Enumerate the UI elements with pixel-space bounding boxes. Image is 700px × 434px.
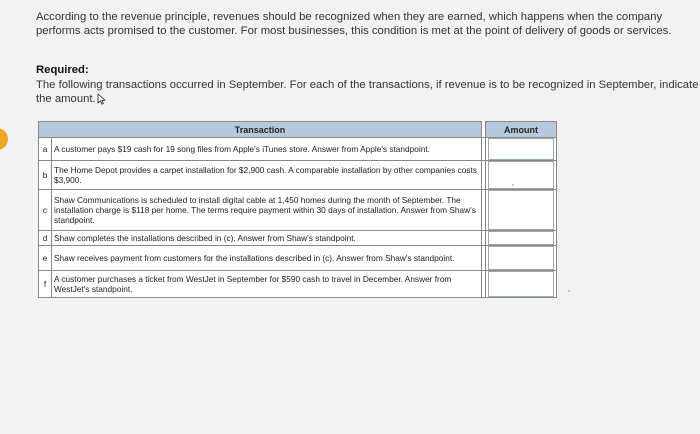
row-letter: d	[39, 231, 52, 246]
row-letter: e	[39, 246, 52, 271]
table-header-row	[39, 122, 557, 138]
table-row	[39, 271, 557, 298]
required-instructions	[36, 78, 700, 106]
required-line-1: The following transactions occurred in September. For each of the transactions, if revenue is to be recognized in September, indicate	[36, 79, 699, 91]
mouse-pointer-icon	[97, 93, 106, 105]
table-row	[39, 231, 557, 246]
required-label: Required:	[36, 64, 89, 76]
amount-input-c[interactable]	[488, 190, 554, 230]
amount-cell	[486, 190, 557, 231]
intro-paragraph: According to the revenue principle, revenues should be recognized when they are earned, which happens when the company performs acts promised to the customer. For most businesses, this condition is met at the point of delivery of goods or services.	[36, 11, 672, 37]
amount-cell	[486, 138, 557, 161]
amount-input-d[interactable]	[488, 231, 554, 245]
amount-cell	[486, 246, 557, 271]
amount-input-b[interactable]	[488, 161, 554, 189]
row-letter: a	[39, 138, 52, 161]
table-row	[39, 161, 557, 190]
question-tab-marker[interactable]	[0, 128, 8, 150]
cell-marker-dot	[568, 290, 570, 292]
amount-cell	[486, 231, 557, 246]
transactions-table	[38, 121, 557, 298]
amount-column-header: Amount	[486, 122, 557, 138]
transaction-column-header: Transaction	[39, 122, 482, 138]
amount-input-f[interactable]	[488, 271, 554, 297]
amount-input-a[interactable]	[488, 138, 554, 160]
row-description: The Home Depot provides a carpet installation for $2,900 cash. A comparable installation by other companies costs $3,900.	[52, 161, 482, 190]
required-line-2-wrap	[36, 92, 700, 106]
amount-cell	[486, 271, 557, 298]
amount-cell	[486, 161, 557, 190]
table-row	[39, 138, 557, 161]
row-letter: b	[39, 161, 52, 190]
row-letter: c	[39, 190, 52, 231]
row-description: Shaw Communications is scheduled to install digital cable at 1,450 homes during the month of September. The installation charge is $118 per home. The terms require payment within 30 days of installation. Answer from Shaw's standpoint.	[52, 190, 482, 231]
cell-marker-dot	[512, 184, 514, 186]
row-description: Shaw receives payment from customers for the installations described in (c). Answer from Shaw's standpoint.	[52, 246, 482, 271]
table-row	[39, 190, 557, 231]
required-line-2: the amount.	[36, 93, 96, 105]
amount-input-e[interactable]	[488, 246, 554, 270]
row-description: Shaw completes the installations described in (c). Answer from Shaw's standpoint.	[52, 231, 482, 246]
row-letter: f	[39, 271, 52, 298]
table-row	[39, 246, 557, 271]
row-description: A customer purchases a ticket from WestJet in September for $590 cash to travel in December. Answer from WestJet's standpoint.	[52, 271, 482, 298]
row-description: A customer pays $19 cash for 19 song files from Apple's iTunes store. Answer from Apple's standpoint.	[52, 138, 482, 161]
